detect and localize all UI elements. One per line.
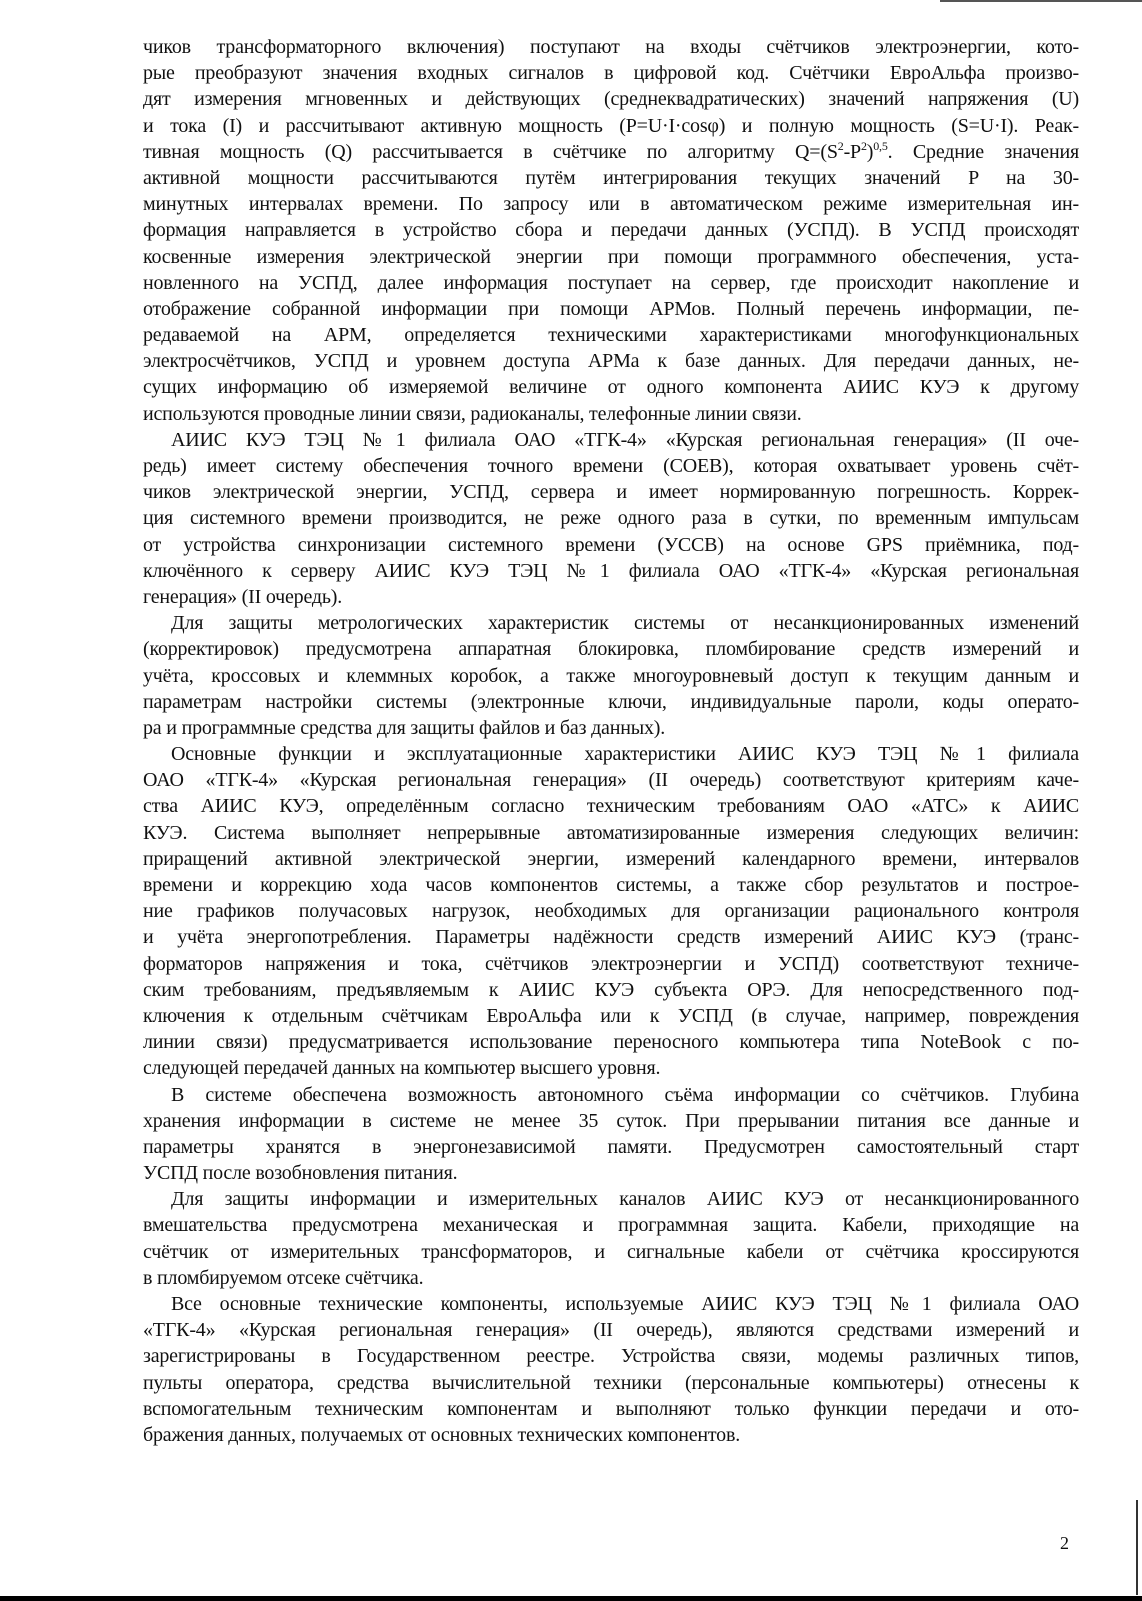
superscript: 0,5 bbox=[873, 138, 888, 153]
paragraph-data-storage bbox=[143, 1082, 1079, 1187]
text-line: активной мощности рассчитываются путём интегрирования текущих значений P на 30- bbox=[143, 166, 1079, 189]
text-line: форматоров напряжения и тока, счётчиков электроэнергии и УСПД) соответствуют техниче- bbox=[143, 952, 1079, 975]
text-line: зарегистрированы в Государственном реестре. Устройства связи, модемы различных типов, bbox=[143, 1345, 1079, 1368]
text-line: бражения данных, получаемых от основных технических компонентов. bbox=[143, 1423, 741, 1446]
text-line: от устройства синхронизации системного времени (УССВ) на основе GPS приёмника, под- bbox=[143, 533, 1079, 556]
text-line: УСПД после возобновления питания. bbox=[143, 1162, 458, 1185]
text-line: КУЭ. Система выполняет непрерывные автоматизированные измерения следующих величин: bbox=[143, 821, 1079, 844]
text-line: следующей передачей данных на компьютер высшего уровня. bbox=[143, 1057, 661, 1080]
text-line: В системе обеспечена возможность автономного съёма информации со счётчиков. Глубина bbox=[171, 1083, 1079, 1106]
scan-edge-bottom bbox=[0, 1596, 1142, 1601]
text-line: ства АИИС КУЭ, определённым согласно техническим требованиям ОАО «АТС» к АИИС bbox=[143, 795, 1079, 818]
text-line: электросчётчиков, УСПД и уровнем доступа АРМа к базе данных. Для передачи данных, не- bbox=[143, 350, 1079, 373]
text-line: дят измерения мгновенных и действующих (среднеквадратических) значений напряжения (U) bbox=[143, 88, 1079, 111]
text-line: (корректировок) предусмотрена аппаратная блокировка, пломбирование средств измерений и bbox=[143, 638, 1079, 661]
text-line: новленного на УСПД, далее информация поступает на сервер, где происходит накопление и bbox=[143, 271, 1079, 294]
page-number: 2 bbox=[1060, 1533, 1069, 1553]
superscript: 2 bbox=[837, 138, 844, 153]
text-line: параметры хранятся в энергонезависимой памяти. Предусмотрен самостоятельный старт bbox=[143, 1135, 1079, 1158]
text-line: в пломбируемом отсеке счётчика. bbox=[143, 1266, 424, 1289]
text-line: ция системного времени производится, не реже одного раза в сутки, по временным импульсам bbox=[143, 507, 1079, 530]
text-line: ОАО «ТГК-4» «Курская региональная генерация» (II очередь) соответствуют критериям каче- bbox=[143, 769, 1079, 792]
text-line: используются проводные линии связи, радиоканалы, телефонные линии связи. bbox=[143, 402, 802, 425]
text-line: времени и коррекцию хода часов компонентов системы, а также сбор результатов и построе- bbox=[143, 874, 1079, 896]
text-line: косвенные измерения электрической энергии при помощи программного обеспечения, уста- bbox=[143, 245, 1079, 268]
text-line: ра и программные средства для защиты файлов и баз данных). bbox=[143, 716, 666, 739]
paragraph-metrology-protection bbox=[143, 610, 1079, 741]
text-line: учёта, кроссовых и клеммных коробок, а также многоуровневый доступ к текущим данным и bbox=[143, 664, 1079, 687]
text-line: генерация» (II очередь). bbox=[143, 585, 343, 608]
text-line: формация направляется в устройство сбора и передачи данных (УСПД). В УСПД происходят bbox=[143, 219, 1079, 242]
paragraph-channel-protection bbox=[143, 1186, 1079, 1291]
formula-suffix: . Средние значения bbox=[887, 140, 1079, 163]
paragraph-measurement-principle bbox=[143, 34, 1079, 427]
formula-line bbox=[143, 139, 1079, 165]
text-line: сущих информацию об измеряемой величине от одного компонента АИИС КУЭ к другому bbox=[143, 376, 1079, 399]
paragraph-technical-components bbox=[143, 1291, 1079, 1448]
paragraph-time-sync bbox=[143, 427, 1079, 610]
text-line: Для защиты информации и измерительных каналов АИИС КУЭ от несанкционированного bbox=[171, 1188, 1079, 1211]
superscript: 2 bbox=[860, 138, 867, 153]
text-line: редь) имеет систему обеспечения точного времени (СОЕВ), которая охватывает уровень счёт- bbox=[143, 455, 1079, 477]
text-line: линии связи) предусматривается использование переносного компьютера типа NoteBook с по- bbox=[143, 1031, 1079, 1054]
text-line: чиков трансформаторного включения) поступают на входы счётчиков электроэнергии, кото- bbox=[143, 36, 1079, 58]
formula-prefix: тивная мощность (Q) рассчитывается в счётчике по алгоритму Q=(S bbox=[143, 140, 838, 163]
text-line: пульты оператора, средства вычислительной техники (персональные компьютеры) отнесены к bbox=[143, 1371, 1079, 1394]
document-body bbox=[143, 34, 1079, 1448]
scan-edge-top bbox=[940, 0, 1142, 2]
formula-close: ) bbox=[866, 140, 874, 163]
text-line: отображение собранной информации при помощи АРМов. Полный перечень информации, пе- bbox=[143, 297, 1079, 320]
paragraph-main-functions bbox=[143, 741, 1079, 1081]
text-line: и тока (I) и рассчитывают активную мощность (P=U·I·cosφ) и полную мощность (S=U·I). Реак- bbox=[143, 114, 1079, 137]
text-line: счётчик от измерительных трансформаторов, и сигнальные кабели от счётчика кроссируются bbox=[143, 1240, 1079, 1263]
text-line: «ТГК-4» «Курская региональная генерация» (II очередь), являются средствами измерений и bbox=[143, 1319, 1079, 1342]
text-line: вмешательства предусмотрена механическая и программная защита. Кабели, приходящие на bbox=[143, 1214, 1079, 1237]
text-line: параметрам настройки системы (электронные ключи, индивидуальные пароли, коды операто- bbox=[143, 690, 1079, 713]
scan-edge-right bbox=[1136, 1500, 1138, 1595]
text-line: редаваемой на АРМ, определяется техническими характеристиками многофункциональных bbox=[143, 324, 1079, 347]
text-line: и учёта энергопотребления. Параметры надёжности средств измерений АИИС КУЭ (транс- bbox=[143, 926, 1079, 949]
text-line: минутных интервалах времени. По запросу или в автоматическом режиме измерительная ин- bbox=[143, 193, 1079, 216]
text-line: ние графиков получасовых нагрузок, необходимых для организации рационального контроля bbox=[143, 900, 1079, 923]
text-line: Для защиты метрологических характеристик системы от несанкционированных изменений bbox=[171, 612, 1079, 635]
text-line: ключения к отдельным счётчикам ЕвроАльфа или к УСПД (в случае, например, повреждения bbox=[143, 1004, 1079, 1027]
text-line: Основные функции и эксплуатационные характеристики АИИС КУЭ ТЭЦ №1 филиала bbox=[171, 743, 1079, 766]
text-line: Все основные технические компоненты, используемые АИИС КУЭ ТЭЦ №1 филиала ОАО bbox=[171, 1293, 1079, 1315]
text-line: чиков электрической энергии, УСПД, сервера и имеет нормированную погрешность. Коррек- bbox=[143, 481, 1079, 504]
text-line: вспомогательным техническим компонентам и выполняют только функции передачи и ото- bbox=[143, 1397, 1079, 1420]
text-line: приращений активной электрической энергии, измерений календарного времени, интервалов bbox=[143, 847, 1079, 870]
formula-mid: -P bbox=[843, 140, 861, 163]
text-line: АИИС КУЭ ТЭЦ №1 филиала ОАО «ТГК-4» «Курская региональная генерация» (II оче- bbox=[171, 428, 1079, 451]
text-line: рые преобразуют значения входных сигналов в цифровой код. Счётчики ЕвроАльфа произво- bbox=[143, 62, 1079, 85]
text-line: ским требованиям, предъявляемым к АИИС КУЭ субъекта ОРЭ. Для непосредственного под- bbox=[143, 978, 1079, 1001]
text-line: ключённого к серверу АИИС КУЭ ТЭЦ №1 филиала ОАО «ТГК-4» «Курская региональная bbox=[143, 559, 1079, 582]
text-line: хранения информации в системе не менее 35 суток. При прерывании питания все данные и bbox=[143, 1109, 1079, 1132]
